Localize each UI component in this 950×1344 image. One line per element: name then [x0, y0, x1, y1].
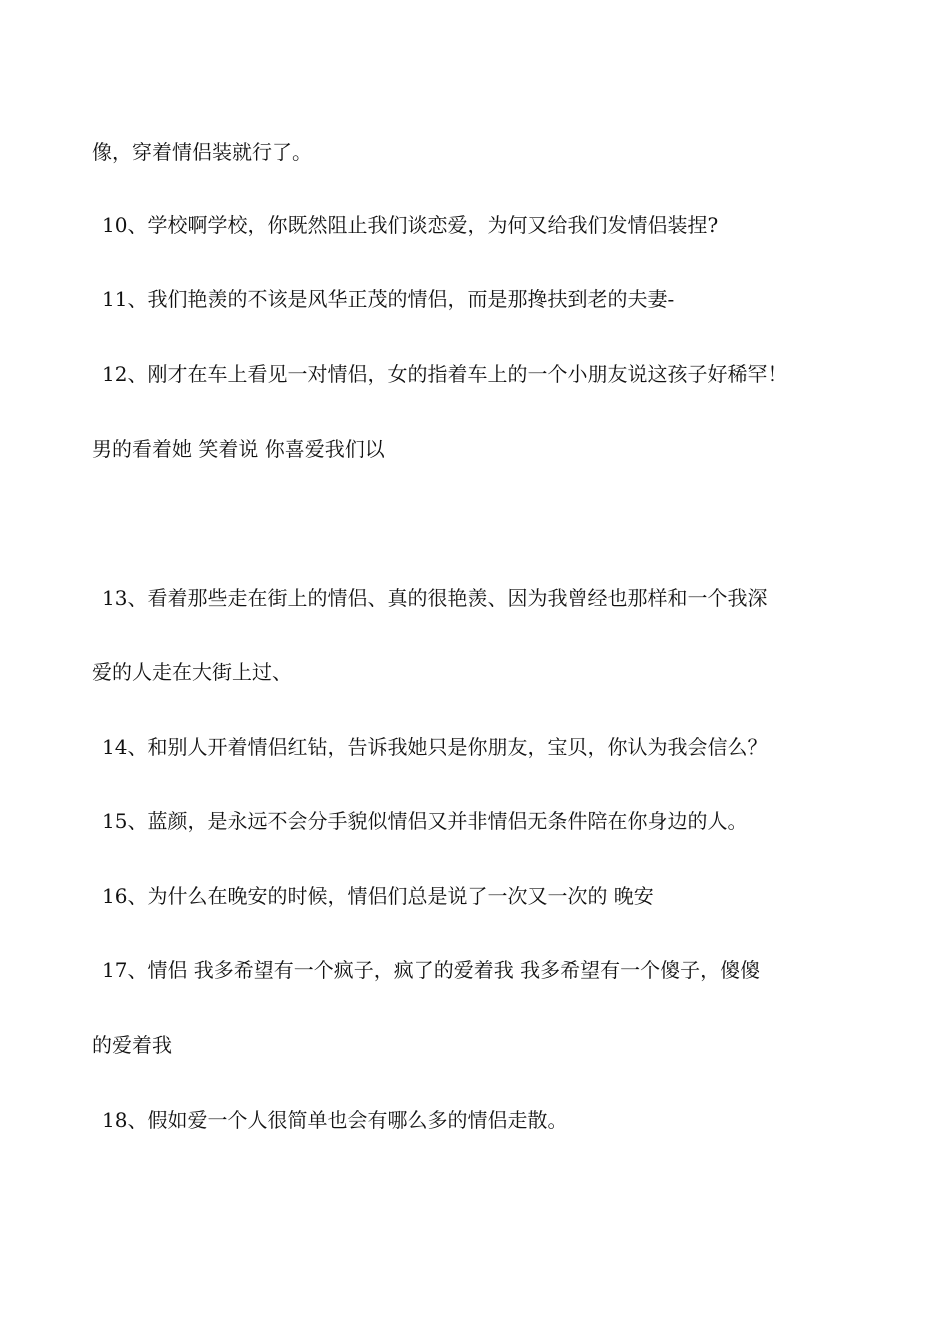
text-line-1: 像，穿着情侣装就行了。 — [92, 140, 312, 164]
text-line-13: 18、假如爱一个人很简单也会有哪么多的情侣走散。 — [102, 1108, 568, 1132]
text-line-7: 爱的人走在大街上过、 — [92, 660, 292, 684]
text-line-6: 13、看着那些走在街上的情侣、真的很艳羡、因为我曾经也那样和一个我深 — [102, 586, 768, 610]
text-line-11: 17、情侣 我多希望有一个疯子，疯了的爱着我 我多希望有一个傻子，傻傻 — [102, 958, 761, 982]
text-line-2: 10、学校啊学校，你既然阻止我们谈恋爱，为何又给我们发情侣装捏? — [102, 213, 719, 237]
text-line-9: 15、蓝颜，是永远不会分手貌似情侣又并非情侣无条件陪在你身边的人。 — [102, 809, 748, 833]
text-line-8: 14、和别人开着情侣红钻，告诉我她只是你朋友，宝贝，你认为我会信么？ — [102, 735, 768, 759]
text-line-5: 男的看着她 笑着说 你喜爱我们以 — [92, 437, 385, 461]
text-line-10: 16、为什么在晚安的时候，情侣们总是说了一次又一次的 晚安 — [102, 884, 654, 908]
text-line-3: 11、我们艳羡的不该是风华正茂的情侣，而是那搀扶到老的夫妻- — [102, 287, 675, 311]
text-line-4: 12、刚才在车上看见一对情侣，女的指着车上的一个小朋友说这孩子好稀罕！ — [102, 362, 788, 386]
text-line-12: 的爱着我 — [92, 1033, 172, 1057]
